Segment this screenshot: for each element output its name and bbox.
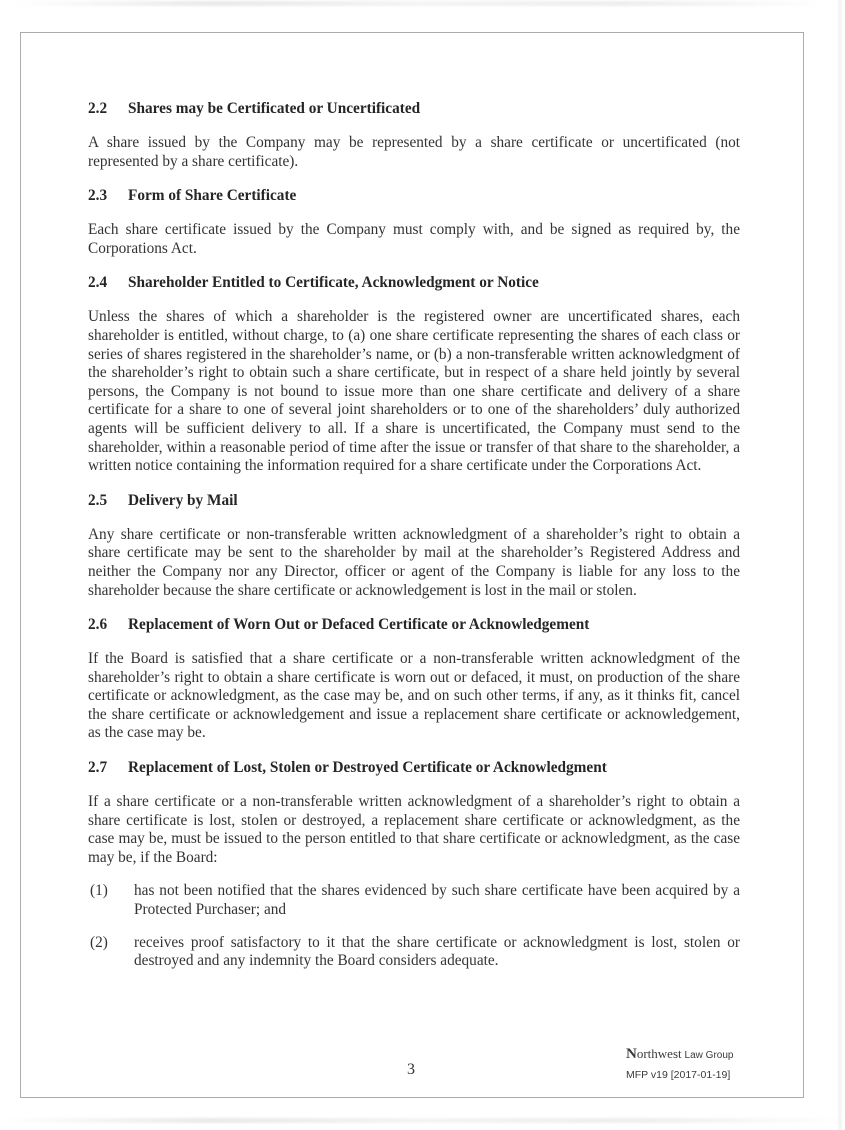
section-heading [88, 273, 740, 293]
section-2-4 [88, 273, 740, 475]
section-2-5 [88, 491, 740, 600]
section-paragraph: Each share certificate issued by the Company must comply with, and be signed as required by, the Corporations Act. [88, 221, 740, 257]
scan-artifact-top [10, 1, 830, 6]
list-text: has not been notified that the shares evidenced by such share certificate have been acquired by a Protected Purchaser; and [134, 882, 740, 919]
section-number: 2.6 [88, 616, 108, 634]
section-2-2 [88, 99, 740, 171]
scan-artifact-right [838, 0, 842, 1130]
section-number: 2.4 [88, 274, 108, 292]
firm-name-initial: N [626, 1046, 637, 1062]
list-item [88, 934, 740, 971]
section-heading [88, 186, 740, 206]
section-2-3 [88, 186, 740, 258]
section-title: Shareholder Entitled to Certificate, Acknowledgment or Notice [128, 274, 539, 292]
list-marker: (1) [90, 882, 108, 900]
section-2-6 [88, 615, 740, 743]
section-heading [88, 491, 740, 511]
section-number: 2.5 [88, 491, 108, 509]
section-title: Replacement of Lost, Stolen or Destroyed Certificate or Acknowledgment [128, 759, 607, 777]
section-paragraph: Unless the shares of which a shareholder is the registered owner are uncertificated shares, each shareholder is entitled, without charge, to (a) one share certificate representing the shares of each class or series of shares registered in the shareholder’s name, or (b) a non-transferable written acknowledgment of the shareholder’s right to obtain such a share certificate, but in respect of a share held jointly by several persons, the Company is not bound to issue more than one share certificate and delivery of a share certificate for a share to one of several joint shareholders or to one of the shareholders’ duly authorized agents will be sufficient delivery to all. If a share is uncertificated, the Company must send to the shareholder, within a reasonable period of time after the issue or transfer of that share to the shareholder, a written notice containing the information required for a share certificate under the Corporations Act. [88, 308, 740, 475]
document-body [88, 99, 740, 985]
section-title: Replacement of Worn Out or Defaced Certificate or Acknowledgement [128, 616, 590, 634]
section-title: Shares may be Certificated or Uncertificated [128, 100, 421, 117]
list-text: receives proof satisfactory to it that the share certificate or acknowledgment is lost, stolen or destroyed and any indemnity the Board considers adequate. [134, 933, 740, 970]
section-paragraph: A share issued by the Company may be represented by a share certificate or uncertificated (not represented by a share certificate). [88, 134, 740, 170]
section-2-7 [88, 758, 740, 971]
section-title: Delivery by Mail [128, 491, 238, 509]
section-number: 2.2 [88, 100, 108, 117]
section-heading [88, 615, 740, 635]
condition-list [88, 882, 740, 970]
firm-name-rest: orthwest [636, 1046, 682, 1061]
section-heading [88, 758, 740, 778]
document-version: MFP v19 [2017-01-19] [626, 1069, 731, 1081]
section-paragraph: If the Board is satisfied that a share certificate or a non-transferable written acknowledgment of the shareholder’s right to obtain a share certificate is worn out or defaced, it must, on production of the share certificate or acknowledgment, as the case may be, and on such other terms, if any, as it thinks fit, cancel the share certificate or acknowledgement and issue a replacement share certificate or acknowledgement, as the case may be. [88, 650, 740, 742]
section-paragraph: Any share certificate or non-transferable written acknowledgment of a shareholder’s right to obtain a share certificate may be sent to the shareholder by mail at the shareholder’s Registered Address and neither the Company nor any Director, officer or agent of the Company is liable for any loss to the shareholder because the share certificate or acknowledgement is lost in the mail or stolen. [88, 525, 740, 599]
section-number: 2.7 [88, 759, 108, 777]
scan-artifact-bottom [0, 1118, 845, 1123]
section-title: Form of Share Certificate [128, 187, 297, 205]
list-item [88, 882, 740, 919]
section-heading [88, 99, 740, 119]
list-marker: (2) [90, 933, 108, 951]
firm-name [626, 1045, 733, 1065]
firm-name-suffix: Law Group [684, 1050, 734, 1061]
section-number: 2.3 [88, 187, 108, 205]
footer-brand [626, 1045, 733, 1084]
section-paragraph: If a share certificate or a non-transferable written acknowledgment of a shareholder’s right to obtain a share certificate is lost, stolen or destroyed, a replacement share certificate or acknowledgment, as the case may be, must be issued to the person entitled to that share certificate or acknowledgment, as the case may be, if the Board: [88, 793, 740, 866]
page-number: 3 [407, 1061, 415, 1078]
